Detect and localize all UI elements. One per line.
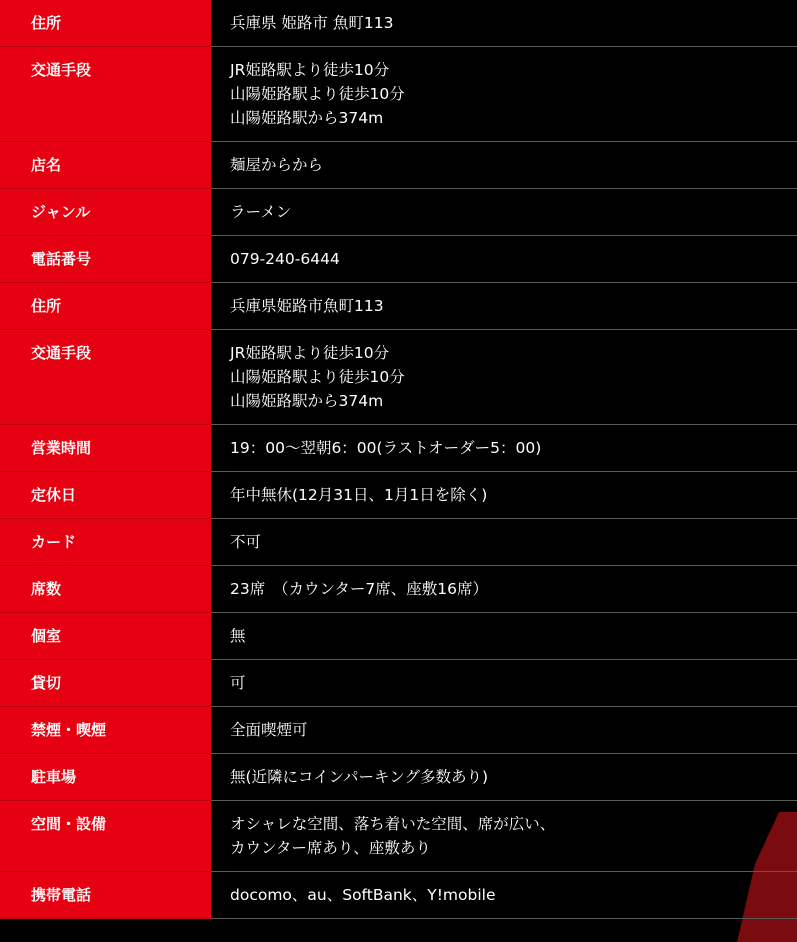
info-row-address: [0, 0, 797, 47]
row-label: カード: [0, 519, 211, 566]
value-line: JR姫路駅より徒歩10分: [230, 344, 390, 362]
info-row-private-room: [0, 613, 797, 660]
row-value: [211, 613, 797, 660]
row-value: [211, 754, 797, 801]
row-value: [211, 236, 797, 283]
row-value: [211, 660, 797, 707]
row-label: 交通手段: [0, 330, 211, 425]
row-value: [211, 142, 797, 189]
row-value: [211, 566, 797, 613]
row-label: 店名: [0, 142, 211, 189]
row-value: [211, 425, 797, 472]
row-label: 貸切: [0, 660, 211, 707]
row-label: 駐車場: [0, 754, 211, 801]
row-label: 住所: [0, 283, 211, 330]
info-row-address-2: [0, 283, 797, 330]
info-row-parking: [0, 754, 797, 801]
row-value: [211, 472, 797, 519]
value-line: 全面喫煙可: [230, 721, 308, 739]
row-label: 空間・設備: [0, 801, 211, 872]
value-line: 山陽姫路駅から374m: [230, 109, 384, 127]
value-line: 兵庫県 姫路市 魚町113: [230, 14, 394, 32]
value-line: 可: [230, 674, 246, 692]
value-line: 無: [230, 627, 246, 645]
value-line: ラーメン: [230, 203, 292, 221]
info-row-card: [0, 519, 797, 566]
row-label: 席数: [0, 566, 211, 613]
info-row-facilities: [0, 801, 797, 872]
info-row-phone: [0, 236, 797, 283]
row-value: [211, 330, 797, 425]
value-line: オシャレな空間、落ち着いた空間、席が広い、: [230, 815, 556, 833]
value-line: 山陽姫路駅より徒歩10分: [230, 368, 405, 386]
row-label: 個室: [0, 613, 211, 660]
row-label: 住所: [0, 0, 211, 47]
row-value: [211, 801, 797, 872]
info-row-access: [0, 47, 797, 142]
row-label: 電話番号: [0, 236, 211, 283]
row-value: [211, 872, 797, 919]
info-row-seats: [0, 566, 797, 613]
row-value: [211, 519, 797, 566]
value-line: docomo、au、SoftBank、Y!mobile: [230, 886, 496, 904]
value-line: JR姫路駅より徒歩10分: [230, 61, 390, 79]
row-value: [211, 189, 797, 236]
row-value: [211, 283, 797, 330]
value-line: 麺屋からから: [230, 156, 324, 174]
value-line: 山陽姫路駅より徒歩10分: [230, 85, 405, 103]
value-line: 不可: [230, 533, 262, 551]
info-row-reservation: [0, 660, 797, 707]
value-line: 23席 （カウンター7席、座敷16席）: [230, 580, 488, 598]
value-line: 年中無休(12月31日、1月1日を除く): [230, 486, 488, 504]
value-line: 19：00～翌朝6：00(ラストオーダー5：00): [230, 439, 542, 457]
row-label: 交通手段: [0, 47, 211, 142]
info-row-mobile: [0, 872, 797, 919]
row-label: 禁煙・喫煙: [0, 707, 211, 754]
info-row-genre: [0, 189, 797, 236]
info-row-holidays: [0, 472, 797, 519]
info-row-shop-name: [0, 142, 797, 189]
row-label: 営業時間: [0, 425, 211, 472]
info-row-hours: [0, 425, 797, 472]
row-value: [211, 707, 797, 754]
row-label: ジャンル: [0, 189, 211, 236]
row-value: [211, 47, 797, 142]
row-value: [211, 0, 797, 47]
row-label: 定休日: [0, 472, 211, 519]
info-row-smoking: [0, 707, 797, 754]
value-line: 兵庫県姫路市魚町113: [230, 297, 384, 315]
value-line: カウンター席あり、座敷あり: [230, 839, 431, 857]
value-line: 079-240-6444: [230, 250, 340, 268]
value-line: 山陽姫路駅から374m: [230, 392, 384, 410]
row-label: 携帯電話: [0, 872, 211, 919]
info-row-access-2: [0, 330, 797, 425]
value-line: 無(近隣にコインパーキング多数あり): [230, 768, 489, 786]
